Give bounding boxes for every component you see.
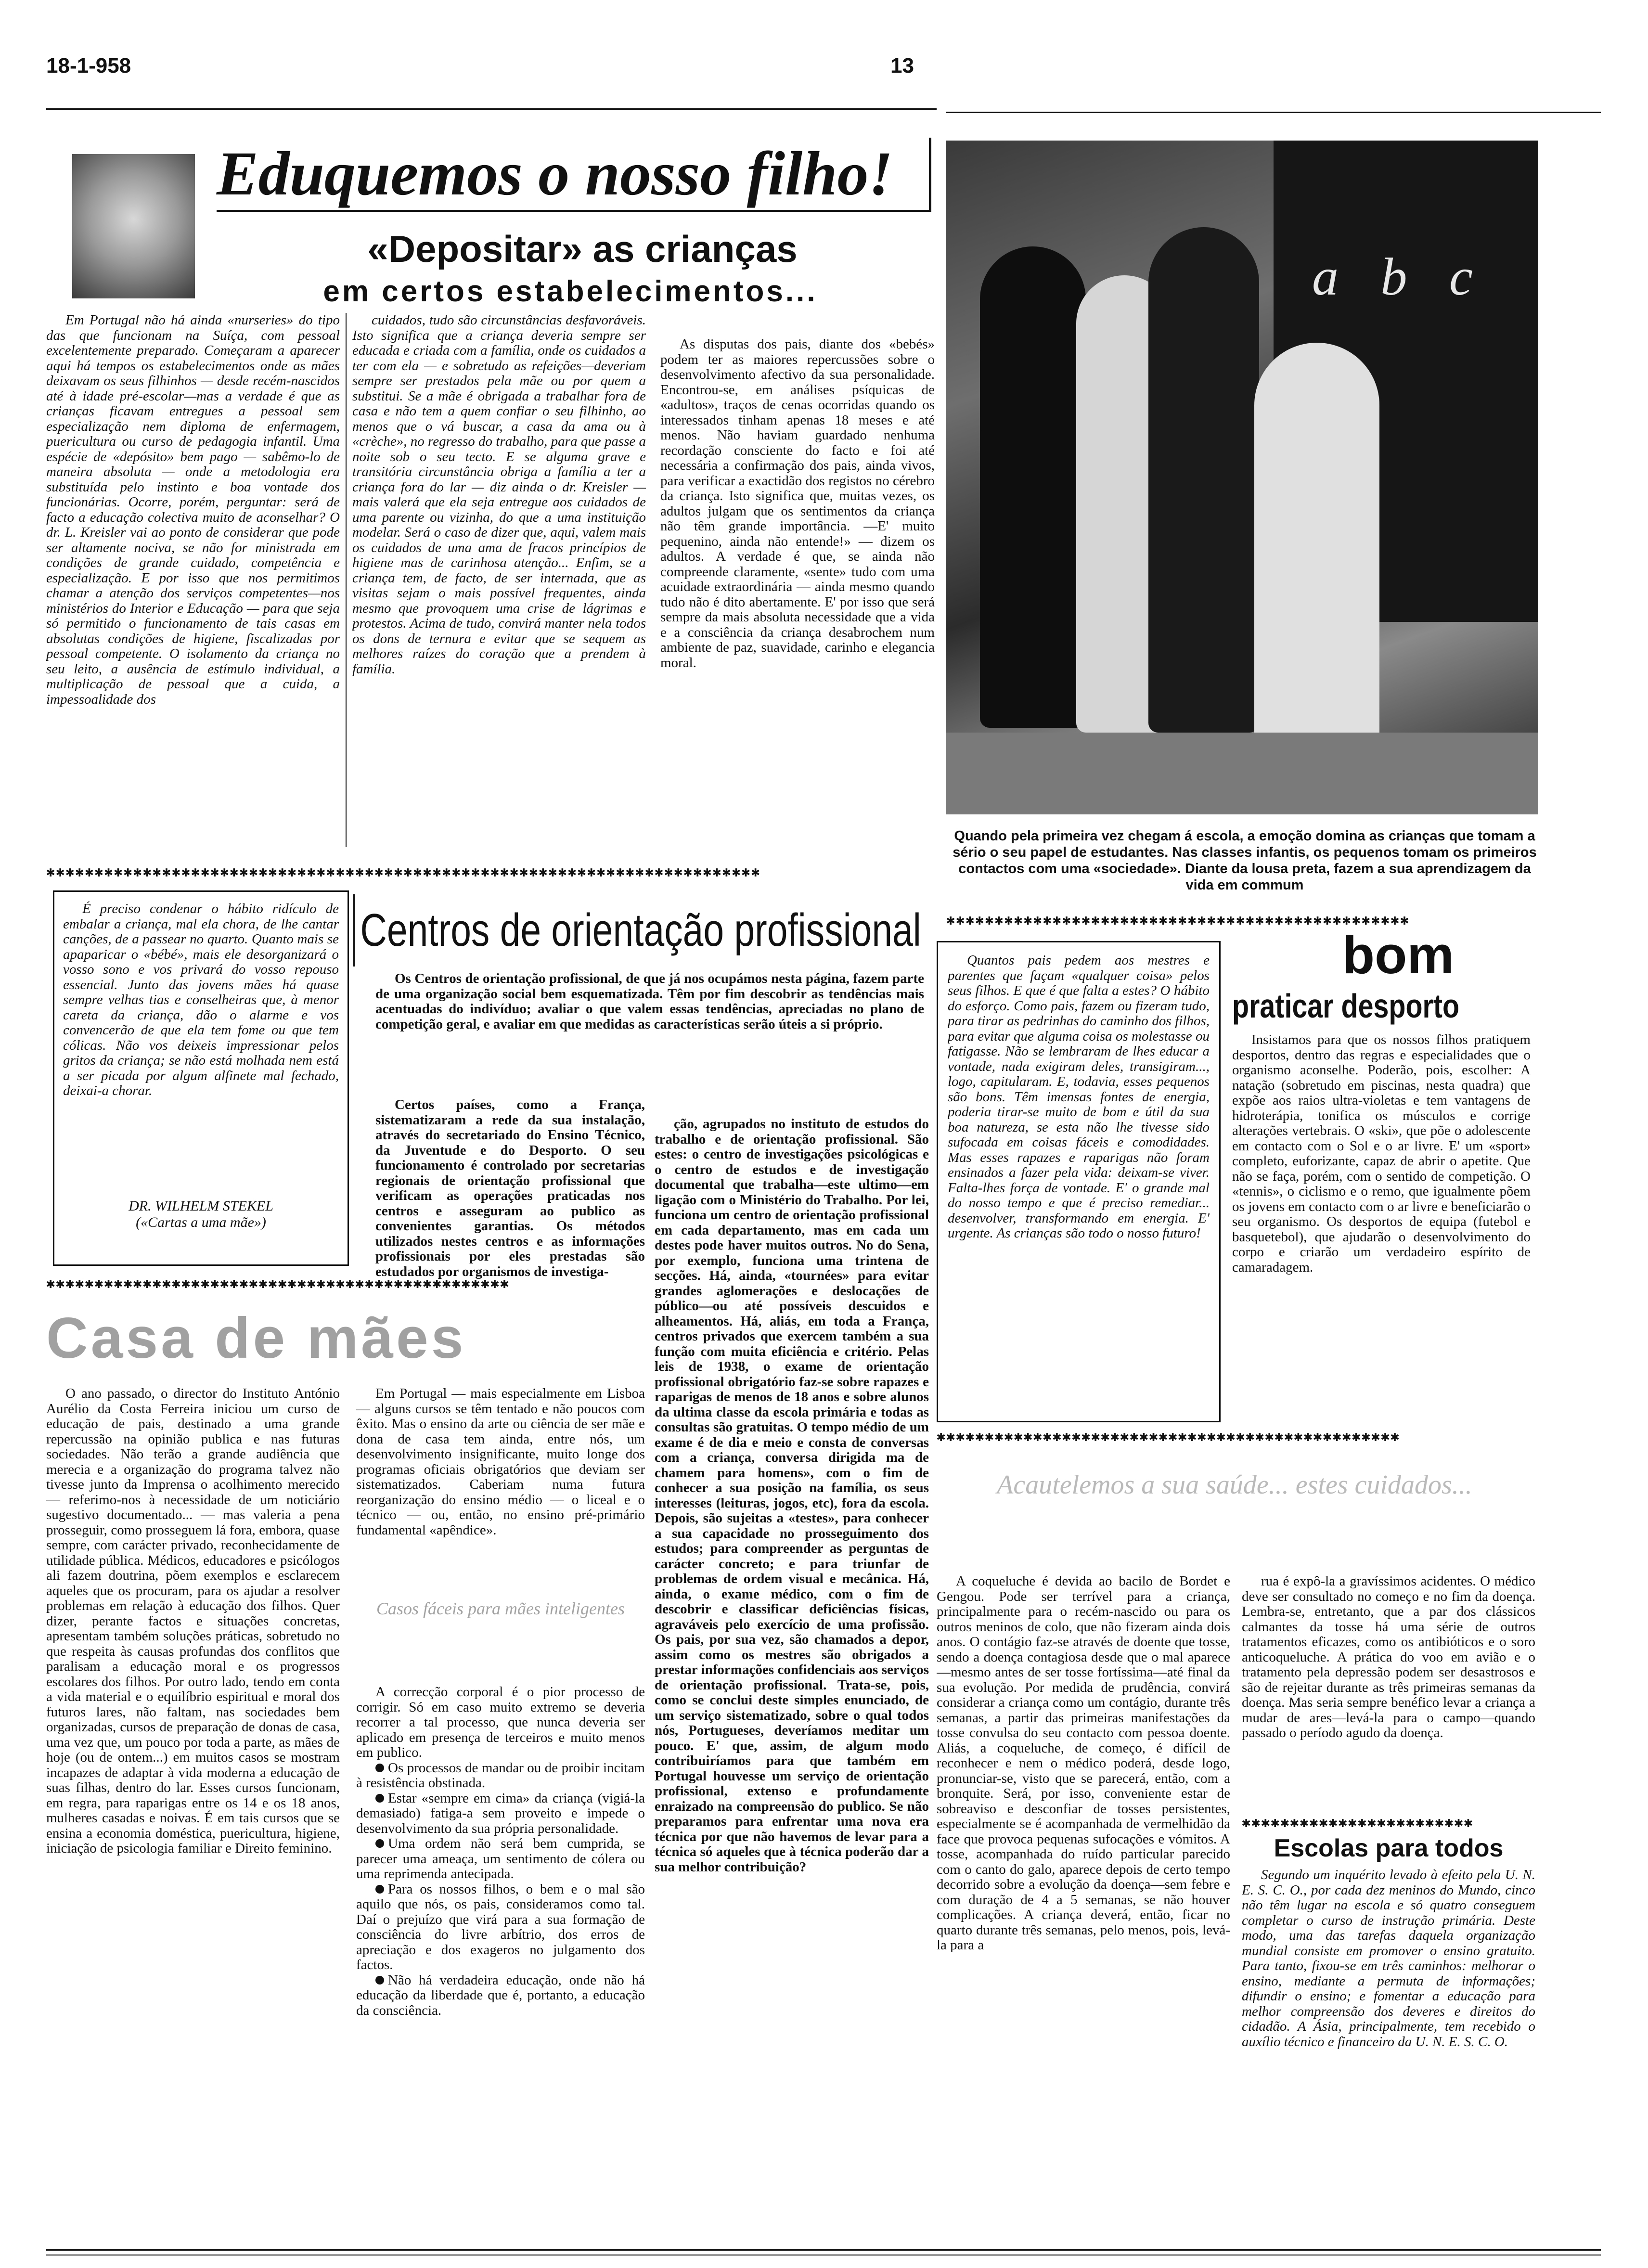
main-headline-2: em certos estabelecimentos... <box>323 275 818 308</box>
quote-box <box>53 890 349 1266</box>
coqueluche-col-1: A coqueluche é devida ao bacilo de Bordet e Gengou. Pode ser terrível para a criança, principalmente para o recém-nascido ou para os outros meninos de colo, que não fizeram ainda dois anos. O contágio faz-se através de doente que tosse, sendo a doença contagiosa desde que o mal aparece—mesmo antes de ser tosse fortíssima—até final da sua evolução. Por medida de prudência, convirá considerar a criança como um contágio, durante três semanas, a partir das primeiras manifestações da tosse convulsa do seu contacto com pessoa doente. Aliás, a coqueluche, de começo, é difícil de reconhecer e nem o médico poderá, desde logo, pronunciar-se, visto que se parecerá, então, com a bronquite. Será, por isso, conveniente estar de sobreaviso e desconfiar de tosses persistentes, especialmente se é acompanhada de vermelhidão da face que provoca pequenas sufocações e vómitos. A tosse, acompanhada do ruído particular parecido com o canto do galo, aparece depois de certo tempo decorrido sobre a evolução da doença—sem febre e com duração de 4 a 5 semanas, se não houver complicações. A criança deverá, então, ficar no quarto durante três semanas, pelo menos, pois, levá-la para a <box>937 1574 1230 1953</box>
main-article-col-2: cuidados, tudo são circunstâncias desfavoráveis. Isto significa que a criança deveria sempre ser educada e criada com a família, onde os cuidados a ter com ela — e sobretudo as refeições—deveriam sempre ser prestados pela mãe ou por quem a substitui. Se a mãe é obrigada a trabalhar fora de casa e não tem a quem confiar o seu filhinho, ao menos que o vá buscar, a casa da ama ou à «crèche», no regresso do trabalho, para que passe a noite sob o seu tecto. E se alguma grave e transitória circunstância obriga a família a ter a criança fora do lar — diz ainda o dr. Kreisler — mais valerá que ela seja entregue aos cuidados de uma parente ou vizinha, do que a uma instituição modelar. Será o caso de dizer que, aqui, valem mais os cuidados de uma ama de fracos princípios de higiene mas de carinhosa atenção... Enfim, se a criança tem, de facto, de ser internada, que as visitas sejam o mais possível frequentes, ainda mesmo que provoquem uma crise de lágrimas e protestos. Acima de tudo, convirá manter nela todos os dons de ternura e evitar que se sequem as melhores raízes do coração que a prendem à família. <box>352 313 646 677</box>
main-article-col-1: Em Portugal não há ainda «nurseries» do tipo das que funcionam na Suíça, com pessoal excelentemente preparado. Começaram a aparecer aqui há tempos os estabelecimentos onde as mães deixavam os seus filhinhos — desde recém-nascidos até à idade pré-escolar—mas a verdade é que as crianças ficavam entregues a pessoal sem especialização nem diploma de enfermagem, puericultura ou curso de pedagogia infantil. Uma espécie de «depósito» bem pago — sabêmo-lo de maneira absoluta — onde a metodologia era substituída pelo instinto e boa vontade dos funcionárias. Ocorre, porém, perguntar: será de facto a educação colectiva muito de aconselhar? O dr. L. Kreisler vai ao ponto de considerar que pode ser altamente nociva, se não for ministrada em condições de grande cuidado, competência e especialização. E por isso que nos permitimos chamar a atenção dos serviços competentes—nos ministérios do Interior e Educação — para que seja só permitido o funcionamento de tais casas em absolutas condições de higiene, fiscalizadas por pessoal competente. O isolamento da criança no seu leito, a ausência de estímulo individual, a multiplicação de pessoal que a cuida, a impessoalidade dos <box>46 313 340 707</box>
casa-subhead: Casos fáceis para mães inteligentes <box>376 1599 625 1618</box>
star-separator-4: ✱✱✱✱✱✱✱✱✱✱✱✱✱✱✱✱✱✱✱✱✱✱✱✱✱✱✱✱✱✱✱✱✱✱✱✱✱✱✱✱✱✱✱✱✱✱✱✱ <box>937 1429 1400 1445</box>
casa-col-1: O ano passado, o director do Instituto António Aurélio da Costa Ferreira iniciou um curso de educação de pais, destinado a uma grande repercussão na opinião publica e nas futuras sociedades. Não terão a grande audiência que merecia e a organização do programa talvez não tivesse junto da Imprensa o acolhimento merecido — referimo-nos à necessidade de um noticiário sugestivo documentado... — mas valeria a pena prosseguir, como prosseguem lá fora, embora, quase sempre, com carácter privado, reconhecidamente de utilidade pública. Médicos, educadores e psicólogos ali fazem doutrina, põem exemplos e esclarecem aqueles que os procuram, para os ajudar a resolver problemas em relação à educação dos filhos. Quer dizer, perante factos e situações concretas, apresentam também soluções práticas, sobretudo no que respeita às causas profundas dos conflitos que paralisam a educação moral e os progressos escolares dos filhos. Por outro lado, tendo em conta a vida material e o equilíbrio espiritual e moral dos futuros lares, não faltam, nas sociedades bem organizadas, cursos de preparação de donas de casa, uma vez que, um pouco por toda a parte, as mães de hoje (ou de ontem...) em muitos casos se mostram incapazes de adaptar à vida moderna a educação de suas filhas, dentro do lar. Esses cursos funcionam, em regra, para raparigas entre os 14 e os 18 anos, mulheres casadas e noivas. É em tais cursos que se ensina a economia doméstica, puericultura, higiene, iniciação de psicologia familiar e Direito feminino. <box>46 1386 340 1856</box>
school-photo <box>946 141 1538 814</box>
footer-rule <box>46 2249 1601 2251</box>
photo-caption: Quando pela primeira vez chegam á escola, a emoção domina as crianças que tomam a sério o seu papel de estudantes. Nas classes infantis, os pequenos tomam os primeiros contactos com uma «sociedade». Diante da lousa preta, fazem a sua aprendizagem da vida em commum <box>953 828 1537 893</box>
child-figure-4 <box>1254 343 1379 776</box>
casa-bullet-1: Estar «sempre em cima» da criança (vigiá-la demasiado) fatiga-a sem proveito e impede o desenvolvimento da sua própria personalidade. <box>356 1790 645 1836</box>
page-date: 18-1-958 <box>46 54 131 77</box>
star-separator-3: ✱✱✱✱✱✱✱✱✱✱✱✱✱✱✱✱✱✱✱✱✱✱✱✱✱✱✱✱✱✱✱✱✱✱✱✱✱✱✱✱✱✱✱✱✱✱✱✱ <box>46 1276 510 1292</box>
bullet-icon <box>375 1764 384 1772</box>
casa-bullet-0: Os processos de mandar ou de proibir incitam à resistência obstinada. <box>356 1760 645 1791</box>
main-article-col-3: As disputas dos pais, diante dos «bebés» podem ter as maiores repercussões sobre o desenvolvimento afectivo da sua personalidade. Encontrou-se, em análises psíquicas de «adultos», traços de cenas ocorridas quando os interessados tinham apenas 18 meses e até menos. Não haviam guardado nenhuma recordação consciente do facto e foi até necessária a confirmação dos pais, ainda vivos, para verificar a exactidão dos registos no cérebro da criança. Isto significa que, muitas vezes, os adultos julgam que os sentimentos da criança não têm grande importância. —E' muito pequenino, ainda não entende!» — dizem os adultos. A verdade é que, se ainda não compreende claramente, «sente» tudo com uma acuidade extraordinária — ainda mesmo quando tudo não é dito abertamente. E' por isso que será sempre da mais absoluta necessidade que a vida e a consciência da criança desabrochem num ambiente de paz, suavidade, carinho e elegancia moral. <box>660 337 935 670</box>
quote-author: DR. WILHELM STEKEL <box>129 1198 273 1214</box>
centros-lead-2: Certos países, como a França, sistematizaram a rede da sua instalação, através do secretariado do Ensino Técnico, da Juventude e do Desporto. O seu funcionamento é controlado por secretarias regionais de orientação profissional que verificam as operações praticadas nos centros e asseguram ao publico as convenientes garantias. Os métodos utilizados nestes centros e as informações profissionais por eles prestadas são estudados por organismos de investiga- <box>375 1097 645 1279</box>
blackboard-chalk: a b c <box>1312 247 1487 306</box>
col-divider <box>346 313 347 847</box>
bullet-icon <box>375 1794 384 1803</box>
child-portrait <box>72 154 195 298</box>
pais-box <box>937 941 1221 1422</box>
header-rule-right <box>946 112 1601 113</box>
child-figure-3 <box>1148 227 1259 733</box>
main-headline-1: «Depositar» as crianças <box>367 228 798 270</box>
pais-text: Quantos pais pedem aos mestres e parentes que façam «qualquer coisa» pelos seus filhos. E que é que falta a estes? O hábito do esforço. Como pais, fazem ou fizeram tudo, para tirar as pedrinhas do caminho dos filhos, para evitar que alguma coisa os molestasse ou fatigasse. Não se lembraram de lhes educar a vontade, nada exigiram deles, transigiram..., logo, capitularam. E, todavia, esses pequenos são bons. Têm imensas fontes de energia, poderia tirar-se muito de bom e útil da sua boa natureza, se esta não lhe tivesse sido sufocada em coisas fáceis e comodidades. Mas esses rapazes e raparigas não foram ensinados a fazer pela vida: deixam-se viver. Falta-lhes força de vontade. E' o grande mal do nosso tempo e que é preciso remediar... desenvolver, transformando em energia. E' urgente. As crianças são todo o nosso futuro! <box>948 953 1210 1241</box>
casa-col-2: Em Portugal — mais especialmente em Lisboa — alguns cursos se têm tentado e não poucos com êxito. Mas o ensino da arte ou ciência de ser mãe e dona de casa tem ainda, entre nós, um desenvolvimento insignificante, muito longe dos programas oficiais obrigatórios que deviam ser sistematizados. Caberiam numa futura reorganização do ensino médio — o liceal e o técnico — ou, então, no ensino pré-primário fundamental «apêndice». <box>356 1386 645 1538</box>
quote-text: É preciso condenar o hábito ridículo de embalar a criança, mal ela chora, de lhe cantar canções, de a passear no quarto. Quanto mais se apaparicar o «bébé», mais ele desorganizará o vosso sono e vos privará do vosso repouso essencial. Junto das jovens mães há quase sempre velhas tias e conselheiras que, à menor careta da criança, dão o alarme e vos convencerão de que ela tem fome ou que tem cólicas. Não vos deixeis impressionar pelos gritos da criança; se não está molhada nem está a ser picada por algum alfinete mal fechado, deixai-a chorar. <box>63 902 339 1098</box>
centros-col-b: ção, agrupados no instituto de estudos do trabalho e de orientação profissional. São estes: o centro de investigações psicológicas e o centro de estudos e de investigação documental que trabalha—este ultimo—em ligação com o Ministério do Trabalho. Por lei, funciona um centro de orientação profissional em cada departamento, mas em cada um destes pode haver muitos outros. No do Sena, por exemplo, funciona uma trintena de secções. Há, ainda, «tournées» para evitar grandes aglomerações e deslocações de público—ou até possíveis descuidos e alheamentos. Há, aliás, em toda a França, centros privados que exercem também a sua função com muita eficiência e critério. Pelas leis de 1938, o exame de orientação profissional obrigatório faz-se sobre rapazes e raparigas de menos de 18 anos e sobre alunos da ultima classe da escola primária e todas as consultas são gratuitas. O tempo médio de um exame é de dia e meio e consta de conversas com a criança, conversa dirigida ma de chamem para homens», com o fim de conhecer a sua posição na família, os seus interesses (leituras, jogos, etc), fora da escola. Depois, são sujeitas a «testes», para conhecer a sua capacidade no prosseguimento dos estudos; para compreender as perguntas de carácter concreto; e para triunfar de problemas de ordem visual e mecânica. Há, ainda, o exame médico, com o fim de descobrir e classificar deficiências físicas, agraváveis pelo exercício de uma profissão. Os pais, por sua vez, são chamados a depor, assim como os mestres são obrigados a prestar informações confidenciais aos serviços de orientação profissional. Trata-se, pois, como se conclui deste simples enunciado, de um serviço sistematizado, sobre o qual todos nós, Portugueses, deveríamos meditar um pouco. E' que, assim, de algum modo contribuiríamos para que também em Portugal houvesse um serviço de orientação profissional, extenso e profundamente enraizado na compreensão do publico. Se não preparamos para enfrentar uma nova era técnica por que não havemos de levar para a técnica só aqueles que à técnica poderão dar a sua melhor contribuição? <box>655 1117 929 1875</box>
star-separator-2: ✱✱✱✱✱✱✱✱✱✱✱✱✱✱✱✱✱✱✱✱✱✱✱✱✱✱✱✱✱✱✱✱✱✱✱✱✱✱✱✱✱✱✱✱✱✱✱✱ <box>946 912 1410 928</box>
star-separator-1: ✱✱✱✱✱✱✱✱✱✱✱✱✱✱✱✱✱✱✱✱✱✱✱✱✱✱✱✱✱✱✱✱✱✱✱✱✱✱✱✱✱✱✱✱✱✱✱✱✱✱✱✱✱✱✱✱✱✱✱✱✱✱✱✱✱✱✱✱✱✱✱✱✱✱ <box>46 864 761 880</box>
casa-bullet-3: Para os nossos filhos, o bem e o mal são aquilo que nós, os pais, consideramos como tal. Daí o prejuízo que virá para a sua formação de consciência do livre arbítrio, dos erros de apreciação e dos exageros no julgamento dos factos. <box>356 1881 645 1972</box>
coqueluche-title: Acautelemos a sua saúde... estes cuidados... <box>997 1470 1472 1500</box>
casa-bullet-4: Não há verdadeira educação, onde não há educação da liberdade que é, portanto, a educação da consciência. <box>356 1972 645 2018</box>
coqueluche-col-2: rua é expô-la a gravíssimos acidentes. O médico deve ser consultado no começo e no fim da doença. Lembra-se, entretanto, que a par dos clássicos calmantes da tosse há uma série de outros tratamentos eficazes, como os antibióticos e o soro anticoqueluche. A prática do voo em avião e o tratamento pela depressão podem ser desastrosos e são de rejeitar durante as três primeiras semanas da doença. Mas seria sempre benéfico levar a criança a mudar de ares—levá-la para o campo—quando passado o período agudo da doença. <box>1242 1574 1535 1740</box>
quote-source: («Cartas a uma mãe») <box>136 1214 266 1230</box>
centros-lead: Os Centros de orientação profissional, de que já nos ocupámos nesta página, fazem parte de uma organização social bem esquematizada. Têm por fim descobrir as tendências mais acentuadas do indivíduo; avaliar o que valem essas tendências, apreciadas no plano de competição geral, e avaliar em que medidas as características serão úteis a si próprio. <box>375 971 924 1032</box>
page-number: 13 <box>890 54 914 77</box>
bullet-icon <box>375 1839 384 1848</box>
bullet-icon <box>375 1976 384 1984</box>
escolas-title: Escolas para todos <box>1274 1834 1504 1862</box>
desporto-text: Insistamos para que os nossos filhos pratiquem desportos, dentro das regras e especialidades que o organismo aconselhe. Poderão, pois, escolher: A natação (sobretudo em piscinas, nesta quadra) que expõe aos raios ultra-violetas e tem vantagens de hidroterápia, tonifica os músculos e corrige alterações vertebrais. O «ski», que põe o adolescente em contacto com o Sol e o ar livre. E' um «sport» completo, euforizante, capaz de abrir o apetite. Que não se faça, porém, com o sentido de competição. O «tennis», o ciclismo e o remo, que igualmente põem os jovens em contacto com o ar livre e beneficiarão o seu organismo. Os desportos de equipa (futebol e basquetebol), que ajudarão o desenvolvimento do corpo e criarão um verdadeiro espírito de camaradagem. <box>1232 1032 1531 1275</box>
desporto-title-2: praticar desporto <box>1232 987 1460 1025</box>
casa-title: Casa de mães <box>46 1306 466 1370</box>
main-article-title: Eduquemos o nosso filho! <box>217 138 931 212</box>
centros-title: Centros de orientação profissional <box>353 894 822 966</box>
child-figure-1 <box>980 246 1086 728</box>
bullet-icon <box>375 1885 384 1894</box>
casa-col-3: A correcção corporal é o pior processo de corrigir. Só em caso muito extremo se deveria recorrer a tal processo, que nunca deveria ser aplicado em presença de terceiros e muito menos em publico. Os processos de mandar ou de proibir incitam à resistência obstinada. Estar «sempre em cima» da criança (vigiá-la demasiado) fatiga-a sem proveito e impede o desenvolvimento da sua própria personalidade. Uma ordem não será bem cumprida, se parecer uma ameaça, um sentimento de cólera ou uma reprimenda antecipada. Para os nossos filhos, o bem e o mal são aquilo que nós, os pais, consideramos como tal. Daí o prejuízo que virá para a sua formação de consciência do livre arbítrio, dos erros de apreciação e dos exageros no julgamento dos factos. Não há verdadeira educação, onde não há educação da liberdade que é, portanto, a educação da consciência. <box>356 1685 645 2018</box>
desporto-title-1: bom <box>1342 926 1455 985</box>
star-separator-5: ✱✱✱✱✱✱✱✱✱✱✱✱✱✱✱✱✱✱✱✱✱✱✱✱ <box>1242 1815 1474 1831</box>
casa-bullet-2: Uma ordem não será bem cumprida, se parecer uma ameaça, um sentimento de cólera ou uma reprimenda antecipada. <box>356 1836 645 1881</box>
floor <box>946 733 1538 814</box>
header-rule <box>46 108 937 110</box>
escolas-text: Segundo um inquérito levado à efeito pela U. N. E. S. C. O., por cada dez meninos do Mundo, cinco não têm lugar na escola e só quatro conseguem completar o curso de instrução primária. Deste modo, uma das tarefas daquela organização mundial consiste em promover o ensino gratuito. Para tanto, fixou-se em três caminhos: melhorar o ensino, mediante a permuta de informações; difundir o ensino; e fomentar a educação para melhor compreensão dos deveres e direitos do cidadão. A Ásia, principalmente, tem recebido o auxílio técnico e financeiro da U. N. E. S. C. O. <box>1242 1868 1535 2049</box>
